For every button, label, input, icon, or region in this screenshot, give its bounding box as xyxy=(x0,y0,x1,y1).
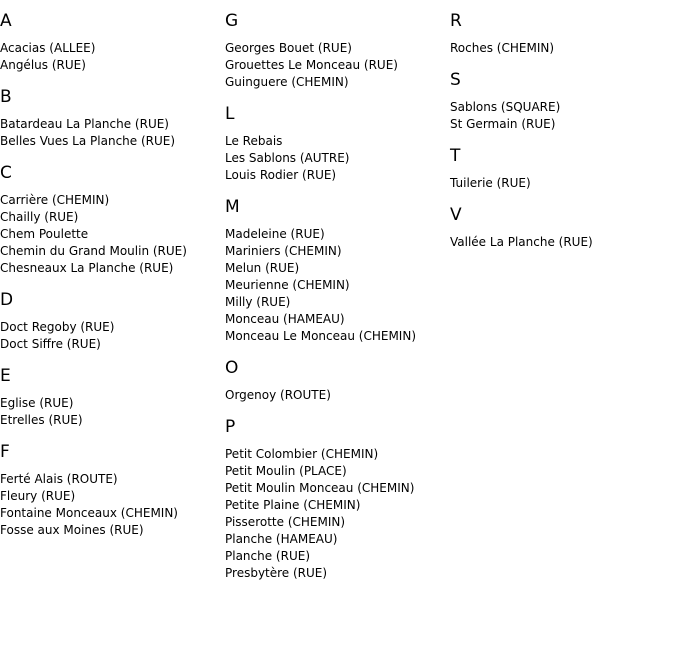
street-link[interactable]: Guinguere (CHEMIN) xyxy=(225,75,349,89)
letter-heading: R xyxy=(450,11,462,31)
letter-heading: C xyxy=(0,163,12,183)
letter-heading: V xyxy=(450,205,462,225)
street-link[interactable]: Sablons (SQUARE) xyxy=(450,100,561,114)
street-list xyxy=(225,387,450,404)
index-column-2 xyxy=(225,10,450,594)
street-link[interactable]: Presbytère (RUE) xyxy=(225,566,328,580)
street-link[interactable]: Chesneaux La Planche (RUE) xyxy=(0,261,174,275)
letter-group-m xyxy=(225,196,450,345)
street-link[interactable]: Pisserotte (CHEMIN) xyxy=(225,515,346,529)
letter-group-e xyxy=(0,365,225,429)
street-link[interactable]: Chailly (RUE) xyxy=(0,210,79,224)
street-link[interactable]: Petit Moulin (PLACE) xyxy=(225,464,347,478)
street-link[interactable]: Milly (RUE) xyxy=(225,295,291,309)
street-list xyxy=(225,446,450,582)
letter-group-s xyxy=(450,69,675,133)
street-list xyxy=(0,40,225,74)
letter-heading: G xyxy=(225,11,239,31)
street-link[interactable]: Batardeau La Planche (RUE) xyxy=(0,117,169,131)
street-list xyxy=(0,395,225,429)
street-link[interactable]: Doct Regoby (RUE) xyxy=(0,320,115,334)
letter-group-d xyxy=(0,289,225,353)
street-link[interactable]: Ferté Alais (ROUTE) xyxy=(0,472,118,486)
letter-group-r xyxy=(450,10,675,57)
street-link[interactable]: Madeleine (RUE) xyxy=(225,227,325,241)
street-link[interactable]: Acacias (ALLEE) xyxy=(0,41,96,55)
letter-heading: O xyxy=(225,358,239,378)
street-link[interactable]: Planche (RUE) xyxy=(225,549,310,563)
street-link[interactable]: Monceau (HAMEAU) xyxy=(225,312,345,326)
letter-group-c xyxy=(0,162,225,277)
street-link[interactable]: Carrière (CHEMIN) xyxy=(0,193,110,207)
letter-group-t xyxy=(450,145,675,192)
street-link[interactable]: Tuilerie (RUE) xyxy=(450,176,531,190)
street-list xyxy=(450,40,675,57)
street-link[interactable]: Eglise (RUE) xyxy=(0,396,74,410)
street-link[interactable]: Petite Plaine (CHEMIN) xyxy=(225,498,361,512)
street-link[interactable]: Mariniers (CHEMIN) xyxy=(225,244,342,258)
letter-heading: B xyxy=(0,87,12,107)
street-link[interactable]: Meurienne (CHEMIN) xyxy=(225,278,350,292)
index-column-3 xyxy=(450,10,675,263)
street-link[interactable]: Angélus (RUE) xyxy=(0,58,86,72)
index-column-1 xyxy=(0,10,225,551)
street-link[interactable]: Vallée La Planche (RUE) xyxy=(450,235,593,249)
letter-heading: M xyxy=(225,197,240,217)
street-link[interactable]: Monceau Le Monceau (CHEMIN) xyxy=(225,329,416,343)
letter-heading: L xyxy=(225,104,235,124)
letter-group-o xyxy=(225,357,450,404)
street-list xyxy=(0,471,225,539)
street-list xyxy=(450,99,675,133)
letter-heading: D xyxy=(0,290,14,310)
street-link[interactable]: Petit Colombier (CHEMIN) xyxy=(225,447,379,461)
letter-group-p xyxy=(225,416,450,582)
letter-group-g xyxy=(225,10,450,91)
letter-heading: T xyxy=(450,146,461,166)
street-link[interactable]: St Germain (RUE) xyxy=(450,117,556,131)
street-list xyxy=(225,226,450,345)
street-link[interactable]: Louis Rodier (RUE) xyxy=(225,168,337,182)
letter-group-f xyxy=(0,441,225,539)
street-link[interactable]: Georges Bouet (RUE) xyxy=(225,41,352,55)
street-link[interactable]: Melun (RUE) xyxy=(225,261,300,275)
letter-group-b xyxy=(0,86,225,150)
street-link[interactable]: Etrelles (RUE) xyxy=(0,413,83,427)
street-link[interactable]: Chem Poulette xyxy=(0,227,89,241)
street-link[interactable]: Fontaine Monceaux (CHEMIN) xyxy=(0,506,178,520)
street-link[interactable]: Chemin du Grand Moulin (RUE) xyxy=(0,244,187,258)
letter-heading: E xyxy=(0,366,11,386)
letter-heading: S xyxy=(450,70,461,90)
letter-group-l xyxy=(225,103,450,184)
street-list xyxy=(0,116,225,150)
street-link[interactable]: Roches (CHEMIN) xyxy=(450,41,555,55)
street-link[interactable]: Fleury (RUE) xyxy=(0,489,76,503)
street-link[interactable]: Le Rebais xyxy=(225,134,283,148)
street-list xyxy=(0,192,225,277)
street-link[interactable]: Planche (HAMEAU) xyxy=(225,532,338,546)
street-list xyxy=(0,319,225,353)
letter-heading: P xyxy=(225,417,236,437)
letter-group-a xyxy=(0,10,225,74)
street-link[interactable]: Les Sablons (AUTRE) xyxy=(225,151,350,165)
street-list xyxy=(225,40,450,91)
street-list xyxy=(450,175,675,192)
street-list xyxy=(225,133,450,184)
letter-heading: F xyxy=(0,442,10,462)
street-list xyxy=(450,234,675,251)
street-link[interactable]: Belles Vues La Planche (RUE) xyxy=(0,134,176,148)
letter-heading: A xyxy=(0,11,12,31)
street-link[interactable]: Petit Moulin Monceau (CHEMIN) xyxy=(225,481,415,495)
street-link[interactable]: Doct Siffre (RUE) xyxy=(0,337,101,351)
street-link[interactable]: Grouettes Le Monceau (RUE) xyxy=(225,58,398,72)
street-link[interactable]: Fosse aux Moines (RUE) xyxy=(0,523,144,537)
letter-group-v xyxy=(450,204,675,251)
street-link[interactable]: Orgenoy (ROUTE) xyxy=(225,388,331,402)
